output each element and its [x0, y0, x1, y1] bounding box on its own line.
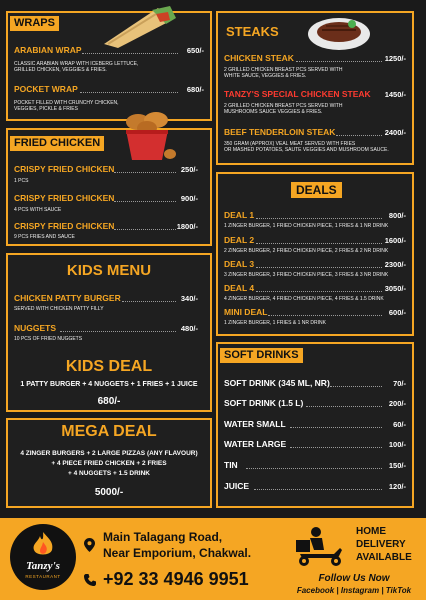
fried-chicken-item-desc: 4 PCS WITH SAUCE: [14, 207, 62, 213]
kids-deal-desc: 1 PATTY BURGER + 4 NUGGETS + 1 FRIES + 1 JUICE: [20, 381, 198, 388]
drink-item-name: JUICE: [224, 481, 250, 491]
deals-item-desc: 1 ZINGER BURGER, 1 FRIES & 1 NR DRINK: [224, 320, 326, 326]
mega-deal-line: 4 ZINGER BURGERS + 2 LARGE PIZZAS (ANY FLAVOUR): [20, 450, 198, 457]
location-pin-icon: [84, 538, 95, 552]
mega-deal-line: + 4 NUGGETS + 1.5 DRINK: [68, 470, 150, 477]
wraps-header: WRAPS: [10, 16, 59, 31]
phone-number[interactable]: +92 33 4946 9951: [103, 569, 249, 589]
drink-item-price: 150/-: [388, 461, 406, 470]
drink-item-price: 100/-: [388, 440, 406, 449]
steaks-item-name: BEEF TENDERLOIN STEAK: [224, 127, 336, 137]
kids-item-desc: SERVED WITH CHICKEN PATTY FILLY: [14, 306, 104, 312]
wraps-item-desc: POCKET FILLED WITH CRUNCHY CHICKEN,: [14, 100, 119, 106]
kids-deal-title: KIDS DEAL: [65, 358, 153, 375]
wraps-item-price: 680/-: [186, 85, 204, 94]
deals-item-name: DEAL 4: [224, 283, 255, 293]
deals-item-name: MINI DEAL: [224, 307, 268, 317]
deals-item-price: 600/-: [388, 308, 406, 317]
wraps-item-price: 650/-: [186, 46, 204, 55]
wraps-item-name: ARABIAN WRAP: [14, 45, 82, 55]
dotted-leader: [256, 218, 382, 219]
dotted-leader: [256, 291, 382, 292]
steaks-item-price: 1250/-: [384, 54, 406, 63]
drink-item-name: WATER SMALL: [224, 419, 286, 429]
mega-deal-line: + 4 PIECE FRIED CHICKEN + 2 FRIES: [51, 460, 167, 467]
phone-icon: [84, 574, 96, 586]
wraps-item-desc: CLASSIC ARABIAN WRAP WITH ICEBERG LETTUCE,: [14, 61, 139, 67]
soft-drinks-header: SOFT DRINKS: [220, 348, 303, 363]
wraps-item-desc: VEGGIES, PICKLE & FRIES: [14, 106, 78, 112]
drink-item-name: TIN: [224, 460, 238, 470]
kids-menu-title: KIDS MENU: [66, 262, 152, 279]
wraps-item-desc: GRILLED CHICKEN, VEGGIES & FRIES.: [14, 67, 107, 73]
kids-item-price: 480/-: [180, 324, 198, 333]
steaks-item-price: 2400/-: [384, 128, 406, 137]
mega-deal-title: MEGA DEAL: [61, 423, 157, 440]
fried-chicken-header: FRIED CHICKEN: [10, 136, 104, 151]
deals-item-desc: 2 ZINGER BURGER, 2 FRIED CHICKEN PIECE, 2 FRIES & 2 NR DRINK: [224, 248, 389, 254]
steaks-item-name-special: TANZY'S SPECIAL CHICKEN STEAK: [224, 89, 371, 99]
steaks-item-desc: 2 GRILLED CHICKEN BREAST PCS SERVED WITH: [224, 103, 343, 109]
delivery-scooter-icon: [292, 524, 346, 568]
steak-plate-icon: [306, 10, 372, 52]
social-links[interactable]: Facebook | Instagram | TikTok: [296, 586, 412, 595]
dotted-leader: [254, 489, 382, 490]
deals-item-name: DEAL 1: [224, 210, 255, 220]
restaurant-logo: [10, 524, 76, 590]
kids-item-desc: 10 PCS OF FRIED NUGGETS: [14, 336, 83, 342]
dotted-leader: [268, 315, 382, 316]
deals-item-price: 800/-: [388, 211, 406, 220]
address-line-2: Near Emporium, Chakwal.: [103, 546, 252, 560]
steaks-item-name: CHICKEN STEAK: [224, 53, 294, 63]
drink-item-price: 60/-: [393, 420, 406, 429]
delivery-text: DELIVERY: [356, 539, 406, 550]
fried-chicken-item-price: 1800/-: [176, 222, 198, 231]
flame-logo-icon: [28, 530, 58, 558]
deals-item-name: DEAL 2: [224, 235, 255, 245]
fried-chicken-item-price: 900/-: [180, 194, 198, 203]
fried-chicken-item-price: 250/-: [180, 165, 198, 174]
deals-item-price: 3050/-: [384, 284, 406, 293]
dotted-leader: [246, 468, 382, 469]
steaks-item-desc: 2 GRILLED CHICKEN BREAST PCS SERVED WITH: [224, 67, 343, 73]
delivery-text: HOME: [356, 526, 386, 537]
mega-deal-price: 5000/-: [94, 487, 124, 498]
wraps-item-name: POCKET WRAP: [14, 84, 78, 94]
drink-item-price: 200/-: [388, 399, 406, 408]
drink-item-name: WATER LARGE: [224, 439, 287, 449]
fried-chicken-item-desc: 1 PCS: [14, 178, 29, 184]
steaks-item-desc: WHITE SAUCE, VEGGIES & FRIES.: [224, 73, 307, 79]
deals-item-price: 1600/-: [384, 236, 406, 245]
deals-item-price: 2300/-: [384, 260, 406, 269]
fried-chicken-item-name: CRISPY FRIED CHICKEN: [14, 193, 115, 203]
deals-item-desc: 3 ZINGER BURGER, 3 FRIED CHICKEN PIECE, 3 FRIES & 3 NR DRINK: [224, 272, 389, 278]
steaks-header: STEAKS: [226, 24, 279, 39]
steaks-item-desc: 350 GRAM (APPROX) VEAL MEAT SERVED WITH FRIES: [224, 141, 356, 147]
steaks-item-desc: MUSHROOMS SAUCE VEGGIES & FRIES.: [224, 109, 323, 115]
steaks-item-desc: OR MASHED POTATOES, SAUTE VEGGIES AND MUSHROOM SAUCE.: [224, 147, 389, 153]
kids-deal-price: 680/-: [97, 396, 121, 407]
fried-chicken-item-name: CRISPY FRIED CHICKEN: [14, 221, 115, 231]
fried-chicken-bucket-icon: [118, 110, 176, 162]
drink-item-name: SOFT DRINK (345 ML, NR): [224, 378, 330, 388]
kids-item-price: 340/-: [180, 294, 198, 303]
delivery-text: AVAILABLE: [356, 552, 412, 563]
drink-item-price: 120/-: [388, 482, 406, 491]
follow-us-text: Follow Us Now: [318, 573, 390, 584]
drink-item-name: SOFT DRINK (1.5 L): [224, 398, 304, 408]
fried-chicken-item-desc: 9 PCS FRIES AND SAUCE: [14, 234, 75, 240]
kids-item-name: NUGGETS: [14, 323, 57, 333]
kids-item-name: CHICKEN PATTY BURGER: [14, 293, 121, 303]
deals-header: DEALS: [291, 182, 342, 198]
wrap-food-icon: [98, 4, 178, 52]
logo-text: Tanzy's: [26, 560, 60, 572]
fried-chicken-item-name: CRISPY FRIED CHICKEN: [14, 164, 115, 174]
steaks-item-price: 1450/-: [384, 90, 406, 99]
deals-item-desc: 4 ZINGER BURGER, 4 FRIED CHICKEN PIECE, 4 FRIES & 1.5 DRINK: [224, 296, 384, 302]
deals-item-name: DEAL 3: [224, 259, 255, 269]
address-line-1: Main Talagang Road,: [103, 530, 223, 544]
dotted-leader: [256, 243, 382, 244]
logo-subtext: RESTAURANT: [25, 574, 61, 579]
dotted-leader: [256, 267, 382, 268]
deals-item-desc: 1 ZINGER BURGER, 1 FRIED CHICKEN PIECE, 1 FRIES & 1 NR DRINK: [224, 223, 389, 229]
drink-item-price: 70/-: [393, 379, 406, 388]
